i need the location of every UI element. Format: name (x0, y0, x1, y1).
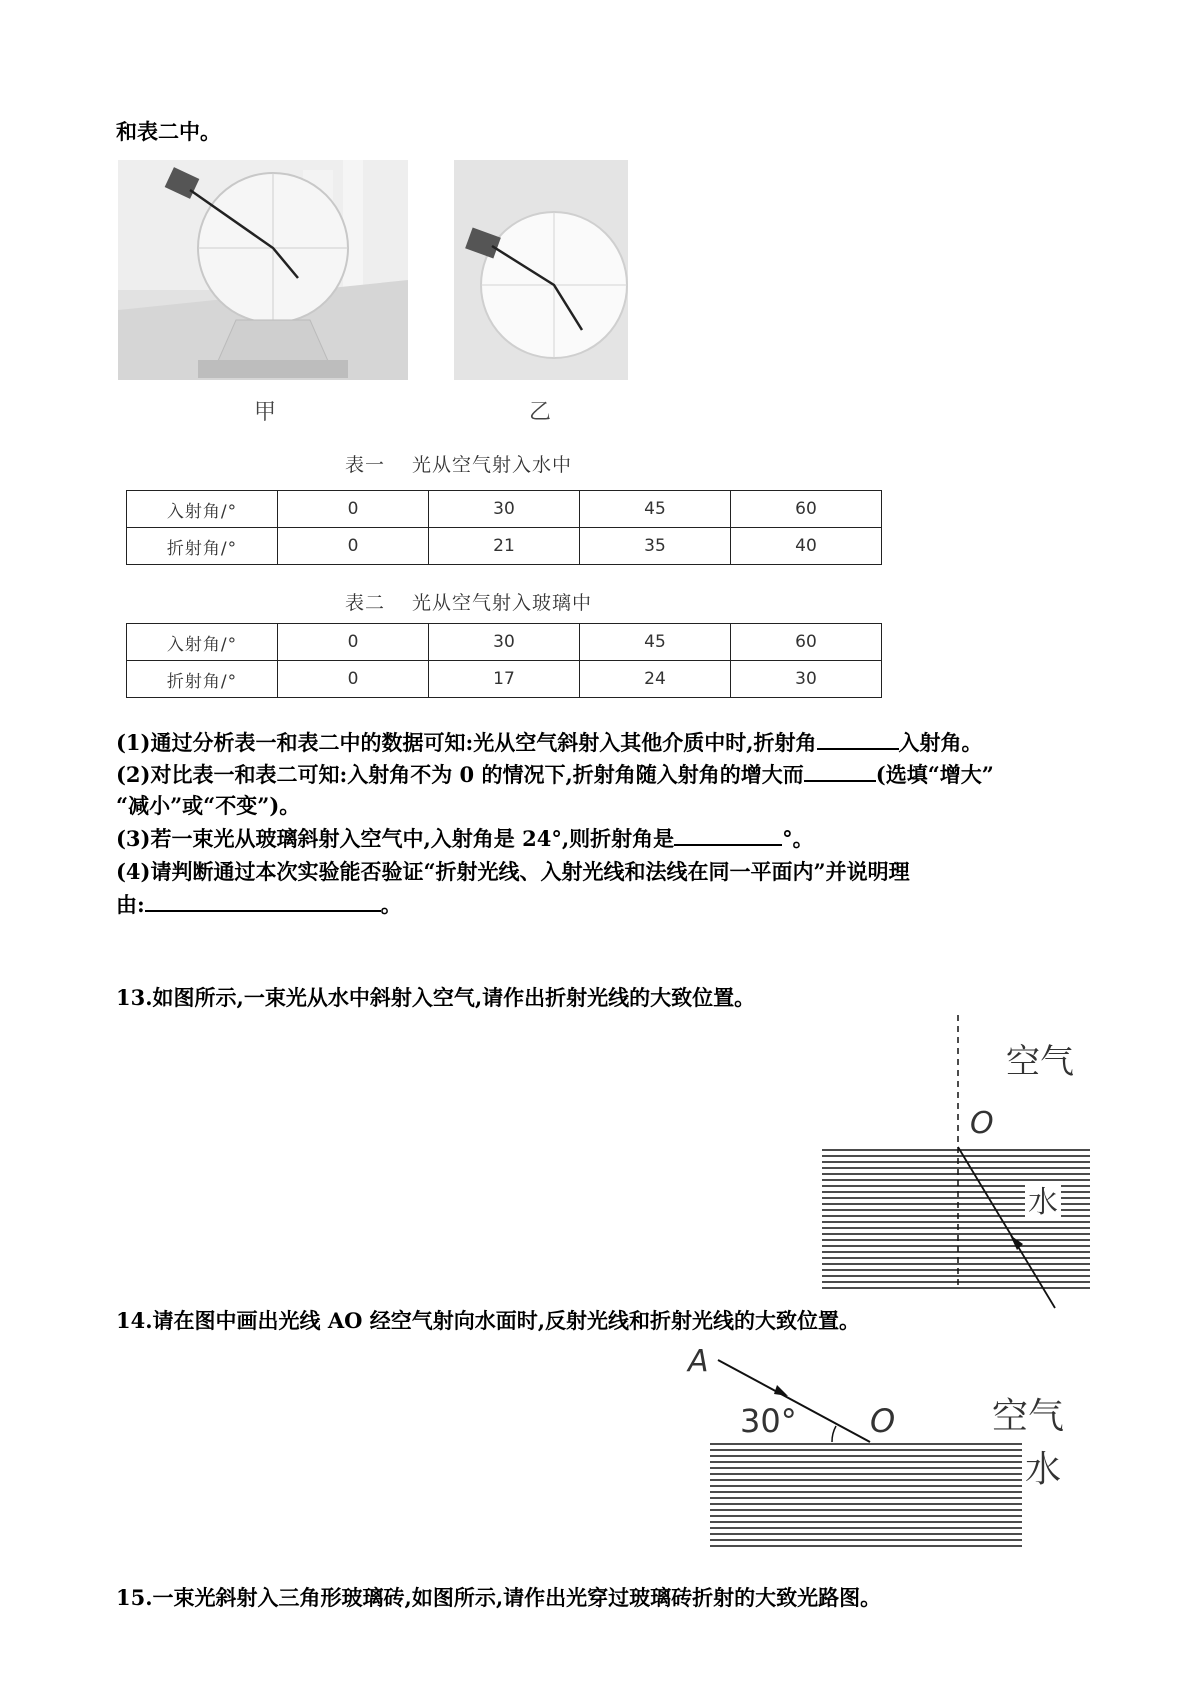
arrow-icon (774, 1385, 788, 1396)
table-cell: 折射角/° (127, 661, 278, 698)
table-cell: 45 (580, 491, 731, 528)
water-region (710, 1444, 1022, 1546)
table-cell: 40 (731, 528, 882, 565)
label-point-o: O (970, 1106, 994, 1141)
question-3-text: (3)若一束光从玻璃斜射入空气中,入射角是 24°,则折射角是 (116, 826, 675, 851)
table-cell: 35 (580, 528, 731, 565)
question-1-text-end: 入射角。 (898, 730, 983, 755)
table-row (127, 528, 882, 565)
table-1-title: 表一 光从空气射入水中 (345, 454, 573, 476)
question-13: 13.如图所示,一束光从水中斜射入空气,请作出折射光线的大致位置。 (116, 985, 756, 1010)
air-water-reflection-diagram (680, 1338, 1100, 1558)
table-cell: 30 (429, 491, 580, 528)
label-water: 水 (1028, 1185, 1058, 1220)
question-2-cont: “减小”或“不变”)。 (116, 793, 301, 818)
table-row (127, 624, 882, 661)
table-cell: 60 (731, 624, 882, 661)
table-cell: 60 (731, 491, 882, 528)
table-2 (126, 623, 882, 698)
table-cell: 入射角/° (127, 491, 278, 528)
table-cell: 折射角/° (127, 528, 278, 565)
table-cell: 0 (278, 661, 429, 698)
refraction-disc-photo (454, 160, 628, 380)
answer-blank[interactable] (817, 726, 899, 750)
table-1 (126, 490, 882, 565)
q14-diagram (680, 1338, 1100, 1558)
photo-yi-caption: 乙 (528, 400, 551, 425)
refraction-apparatus-photo (118, 160, 408, 380)
question-3 (116, 822, 814, 854)
table-cell: 30 (429, 624, 580, 661)
photo-jia-caption: 甲 (253, 400, 276, 425)
table-2-title: 表二 光从空气射入玻璃中 (345, 592, 593, 614)
table-cell: 24 (580, 661, 731, 698)
question-4-text: 由: (116, 892, 145, 917)
arrow-icon (1010, 1235, 1023, 1250)
label-air: 空气 (1006, 1042, 1074, 1082)
label-angle: 30° (740, 1402, 797, 1440)
question-3-text-end: °。 (782, 826, 814, 851)
photo-jia (118, 160, 408, 380)
question-2-text-end: (选填“增大” (875, 762, 994, 787)
question-14: 14.请在图中画出光线 AO 经空气射向水面时,反射光线和折射光线的大致位置。 (116, 1308, 861, 1333)
table-row (127, 661, 882, 698)
question-4-cont (116, 888, 402, 920)
intro-text: 和表二中。 (116, 119, 221, 144)
water-air-refraction-diagram (810, 1015, 1110, 1315)
table-cell: 17 (429, 661, 580, 698)
label-a: A (688, 1344, 709, 1379)
question-15: 15.一束光斜射入三角形玻璃砖,如图所示,请作出光穿过玻璃砖折射的大致光路图。 (116, 1585, 882, 1610)
photo-yi (454, 160, 628, 380)
table-cell: 入射角/° (127, 624, 278, 661)
question-2 (116, 758, 994, 790)
table-cell: 0 (278, 491, 429, 528)
table-row (127, 491, 882, 528)
answer-blank[interactable] (804, 758, 876, 782)
q13-diagram (810, 1015, 1110, 1315)
table-cell: 30 (731, 661, 882, 698)
label-air: 空气 (992, 1396, 1065, 1437)
label-point-o: O (870, 1402, 896, 1440)
table-cell: 0 (278, 528, 429, 565)
question-2-text: (2)对比表一和表二可知:入射角不为 0 的情况下,折射角随入射角的增大而 (116, 762, 804, 787)
question-1 (116, 726, 983, 758)
table-cell: 0 (278, 624, 429, 661)
question-1-text: (1)通过分析表一和表二中的数据可知:光从空气斜射入其他介质中时,折射角 (116, 730, 817, 755)
answer-blank[interactable] (145, 888, 381, 912)
table-cell: 21 (429, 528, 580, 565)
question-4-text-end: 。 (380, 892, 402, 917)
question-4: (4)请判断通过本次实验能否验证“折射光线、入射光线和法线在同一平面内”并说明理 (116, 859, 910, 884)
label-water: 水 (1025, 1449, 1062, 1490)
table-cell: 45 (580, 624, 731, 661)
answer-blank[interactable] (674, 822, 782, 846)
angle-arc (832, 1426, 836, 1442)
